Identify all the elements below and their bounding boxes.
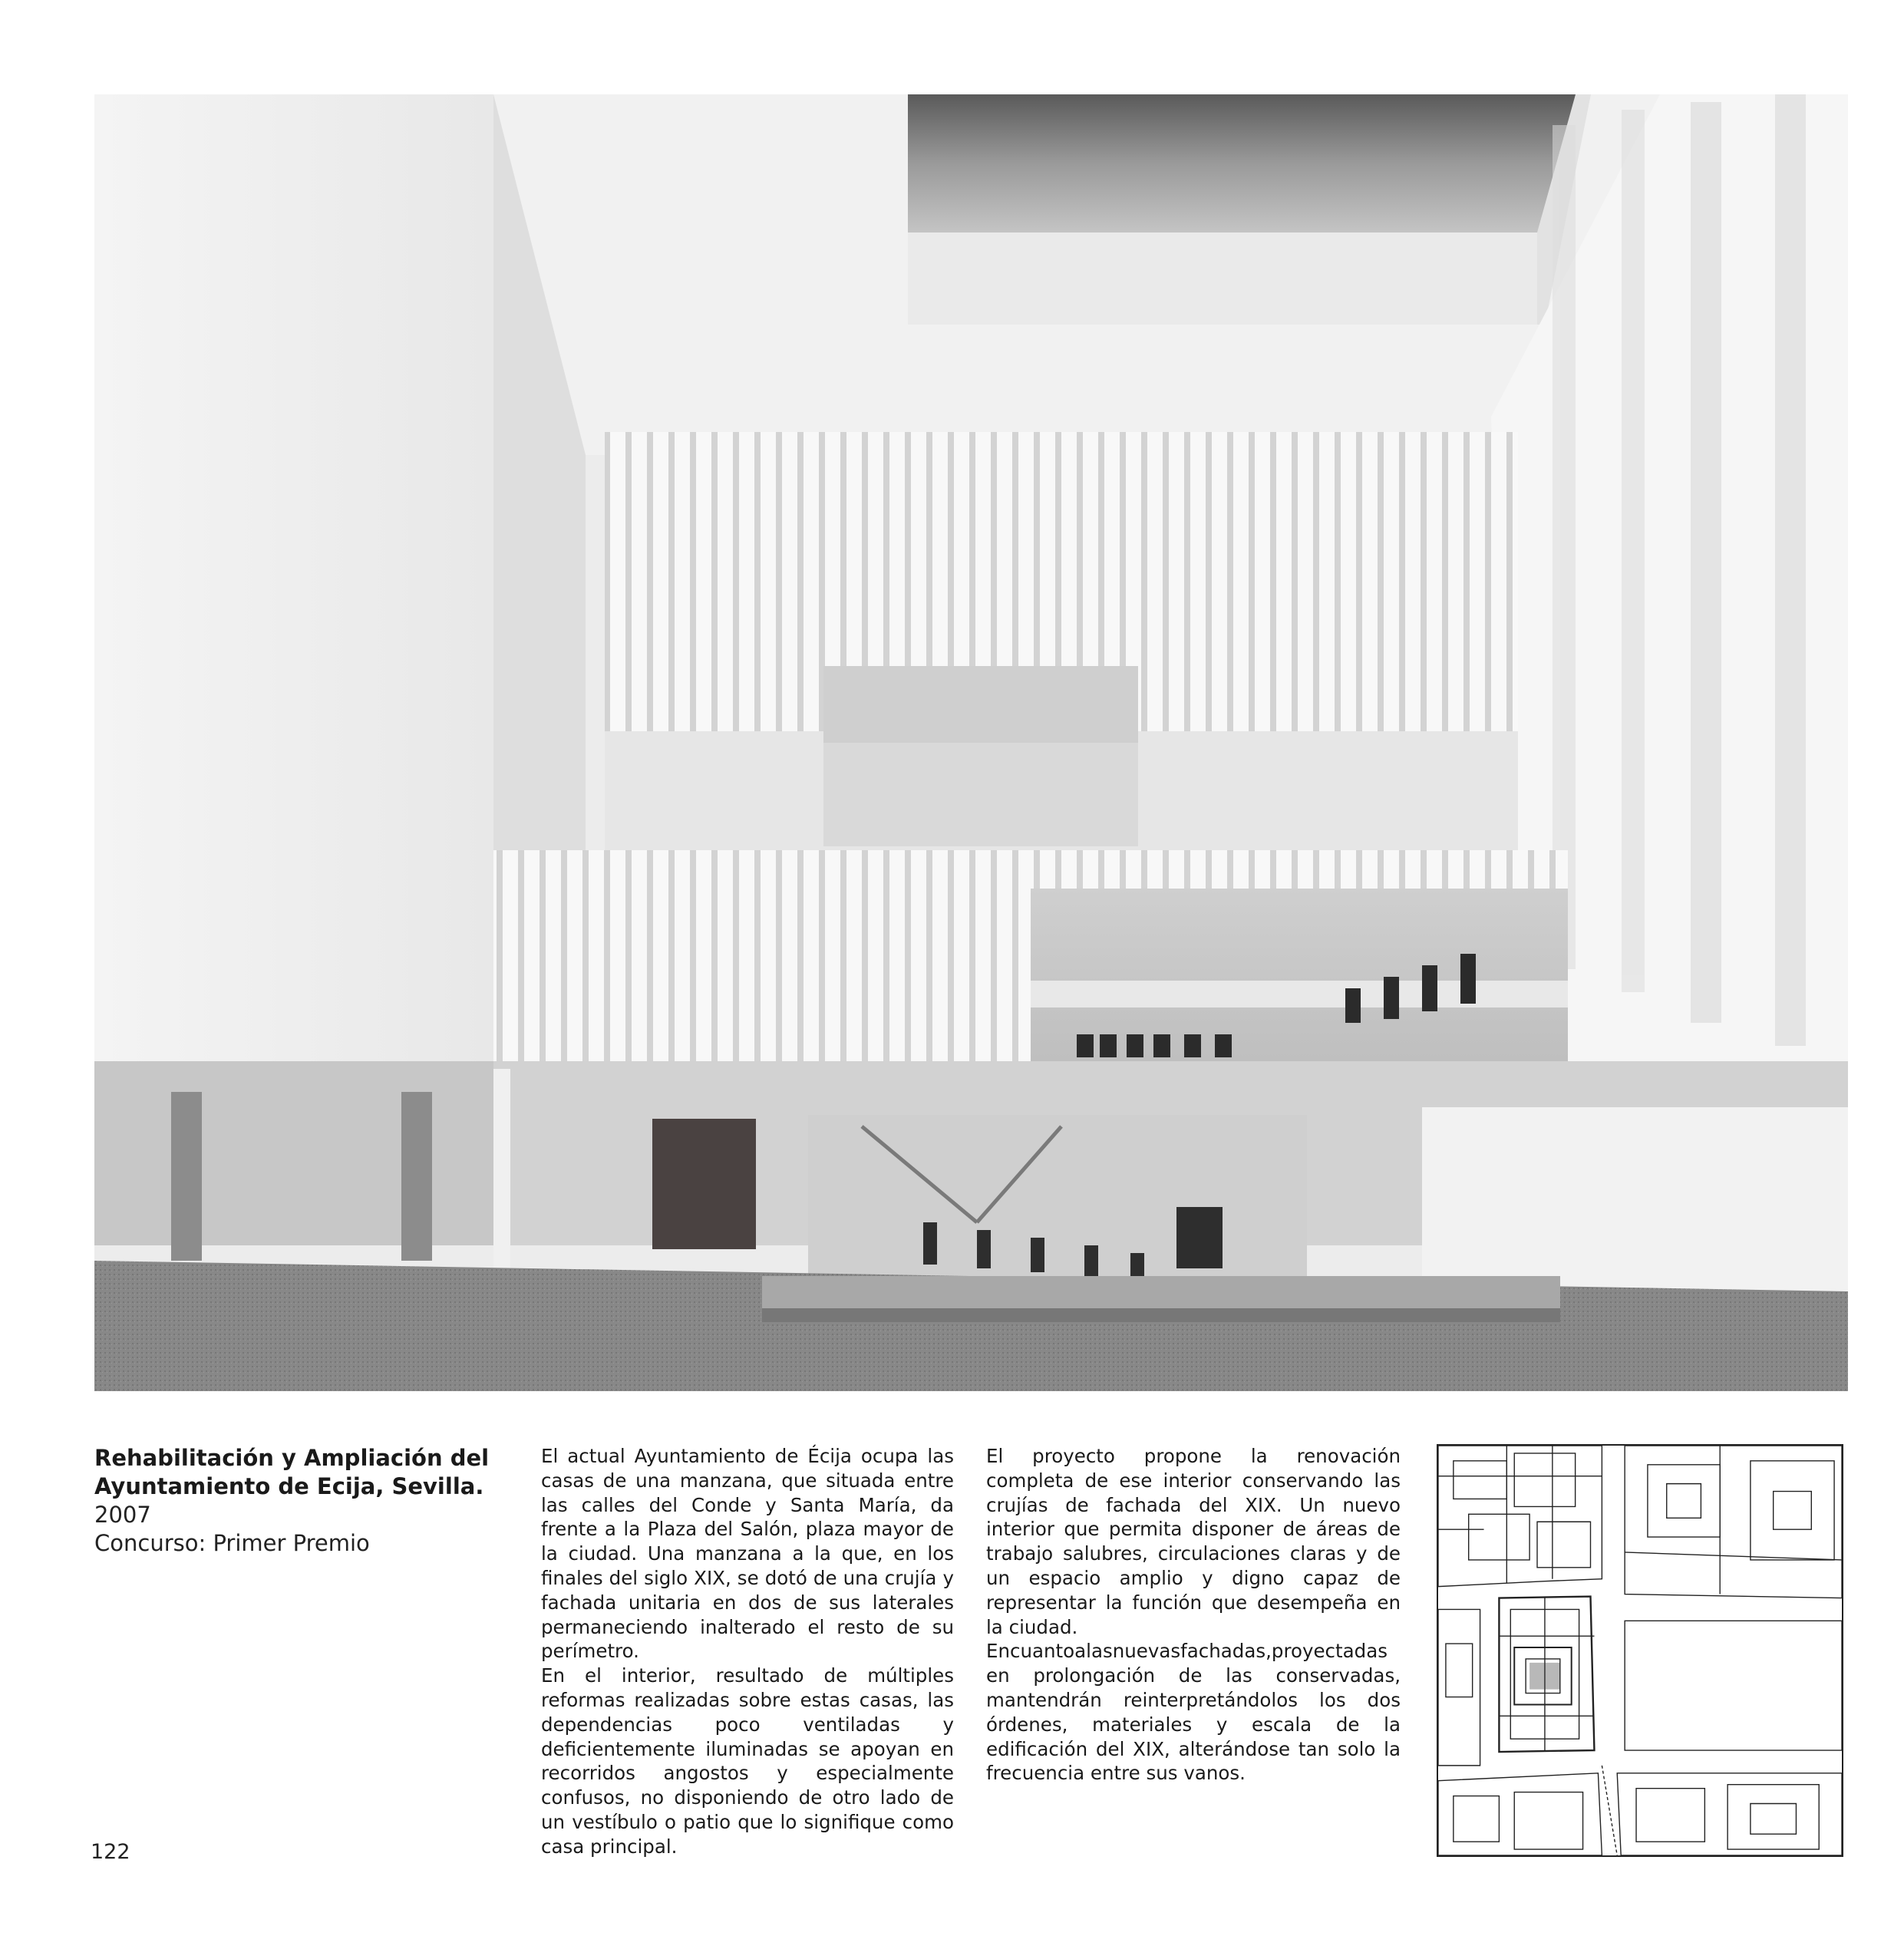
project-award: Concurso: Primer Premio xyxy=(94,1530,370,1556)
body-paragraph: El actual Ayuntamiento de Écija ocupa las casas de una manzana, que situada entre las calles del Conde y Santa María, da frente a la Plaza del Salón, plaza mayor de la ciudad. Una manzana a la que, en los finales del siglo XIX, se dotó de una crujía y fachada unitaria en dos de sus laterales permaneciendo inalterado el resto de su perímetro. xyxy=(541,1445,954,1663)
body-text-column-2 xyxy=(986,1444,1401,1786)
project-title-line-1: Rehabilitación y Ampliación del xyxy=(94,1445,490,1471)
body-text-column-1 xyxy=(541,1444,954,1859)
body-paragraph: El proyecto propone la renovación completa de ese interior conservando las crujías de fachada del XIX. Un nuevo interior que permita disponer de áreas de trabajo salubres, circulaciones claras y de un espacio amplio y digno capaz de representar la función que desempeña en la ciudad. xyxy=(986,1445,1401,1638)
page-number: 122 xyxy=(91,1840,130,1864)
project-title-block xyxy=(94,1444,493,1558)
project-year: 2007 xyxy=(94,1502,151,1528)
atrium-render-image xyxy=(94,94,1848,1391)
body-paragraph: Encuantoalasnuevasfachadas,proyectadas en prolongación de las conservadas, mantendrán reinterpretándolos los dos órdenes, materiales y escala de la edificación del XIX, alterándose tan solo la frecuencia entre sus vanos. xyxy=(986,1640,1401,1785)
site-plan-drawing xyxy=(1437,1444,1843,1857)
body-paragraph: En el interior, resultado de múltiples reformas realizadas sobre estas casas, las dependencias poco ventiladas y deficientemente iluminadas se apoyan en recorridos angostos y especialmente confusos, no disponiendo de otro lado de un vestíbulo o patio que lo signifique como casa principal. xyxy=(541,1664,954,1858)
project-title-line-2: Ayuntamiento de Ecija, Sevilla. xyxy=(94,1473,484,1499)
